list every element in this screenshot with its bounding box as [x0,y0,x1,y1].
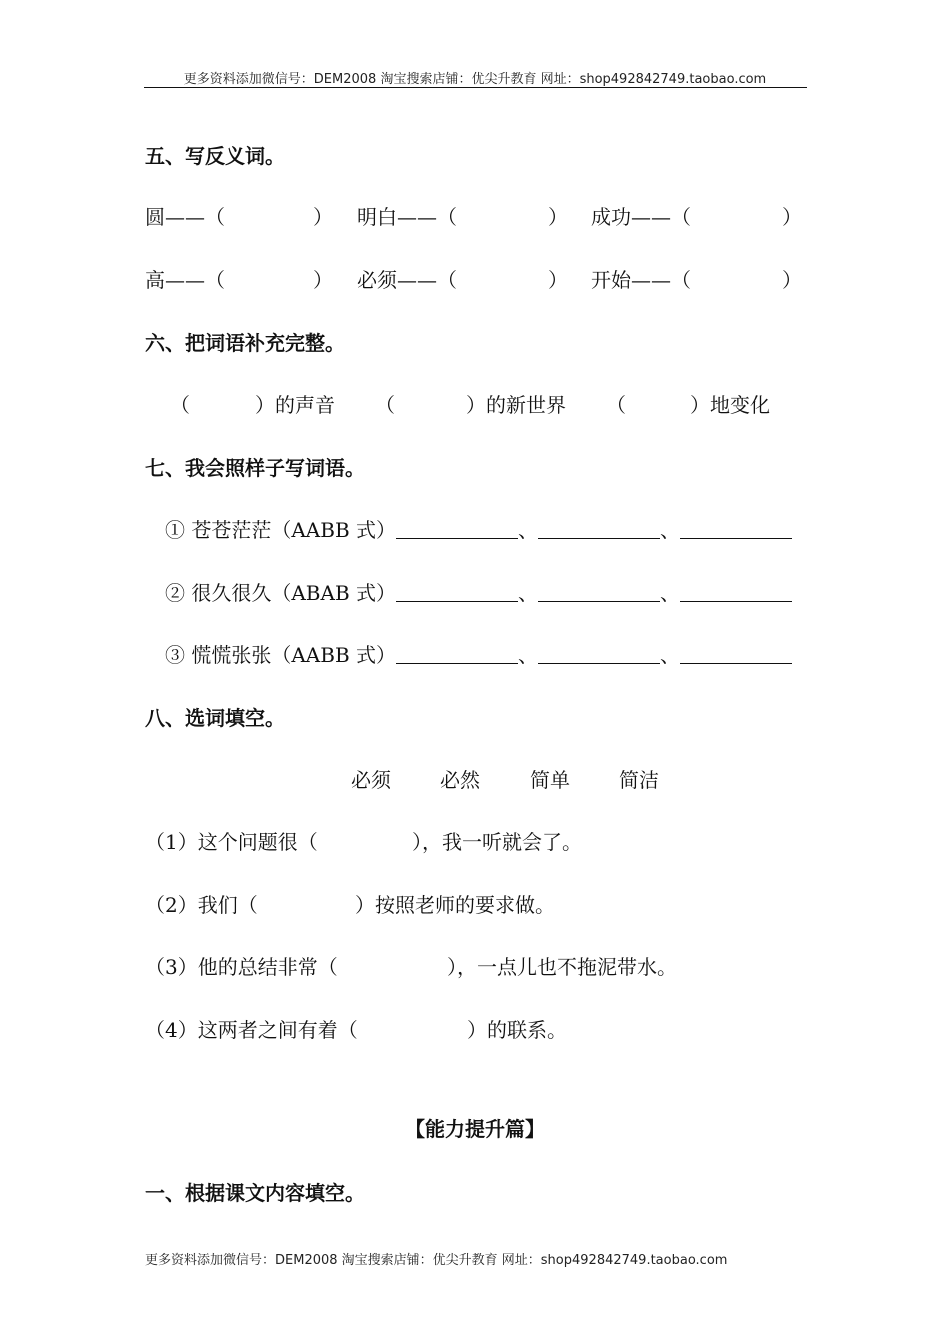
phrase-open: （ [375,393,395,417]
word-choice: 必须 [351,768,391,792]
answer-blank[interactable] [680,518,792,539]
antonym-item: 开始——（ [591,268,691,292]
ability-section-title: 【能力提升篇】 [405,1117,545,1141]
answer-blank[interactable] [538,518,660,539]
section7-title: 七、我会照样子写词语。 [145,456,365,480]
fill-sentence-start: （3）他的总结非常（ [145,955,338,979]
phrase-completion: ）地变化 [690,393,770,417]
antonym-close: ） [548,205,568,229]
fill-sentence-start: （2）我们（ [145,893,258,917]
fill-sentence-start: （4）这两者之间有着（ [145,1018,358,1042]
ability-section1-title: 一、根据课文内容填空。 [145,1181,365,1205]
answer-blank[interactable] [680,581,792,602]
word-choice: 简单 [530,768,570,792]
fill-sentence-end: ），我一听就会了。 [412,830,582,854]
phrase-completion: ）的新世界 [466,393,566,417]
antonym-item: 必须——（ [357,268,457,292]
word-pattern-row: ③ 慌慌张张（AABB 式） 、 、 [165,639,792,668]
answer-blank[interactable] [396,643,518,664]
phrase-completion: ）的声音 [255,393,335,417]
fill-sentence-end: ），一点儿也不拖泥带水。 [447,955,677,979]
antonym-item: 明白——（ [357,205,457,229]
word-choice: 简洁 [619,768,659,792]
phrase-open: （ [606,393,626,417]
page-footer: 更多资料添加微信号：DEM2008 淘宝搜索店铺：优尖升教育 网址：shop492842749.taobao.com [145,1253,728,1268]
fill-sentence-end: ）按照老师的要求做。 [355,893,555,917]
antonym-close: ） [313,205,333,229]
antonym-item: 高——（ [145,268,225,292]
fill-sentence-end: ）的联系。 [467,1018,567,1042]
section6-title: 六、把词语补充完整。 [145,331,345,355]
antonym-close: ） [782,268,802,292]
antonym-item: 成功——（ [591,205,691,229]
phrase-open: （ [170,393,190,417]
fill-sentence-start: （1）这个问题很（ [145,830,318,854]
antonym-close: ） [313,268,333,292]
header-divider [144,87,807,88]
word-choice: 必然 [440,768,480,792]
antonym-item: 圆——（ [145,205,225,229]
antonym-close: ） [782,205,802,229]
answer-blank[interactable] [396,518,518,539]
page-header: 更多资料添加微信号：DEM2008 淘宝搜索店铺：优尖升教育 网址：shop492842749.taobao.com [183,72,767,87]
word-pattern-row: ② 很久很久（ABAB 式） 、 、 [165,577,792,606]
answer-blank[interactable] [538,643,660,664]
section8-title: 八、选词填空。 [145,706,285,730]
antonym-close: ） [548,268,568,292]
word-pattern-row: ① 苍苍茫茫（AABB 式） 、 、 [165,514,792,543]
answer-blank[interactable] [538,581,660,602]
section5-title: 五、写反义词。 [145,144,285,168]
answer-blank[interactable] [680,643,792,664]
answer-blank[interactable] [396,581,518,602]
